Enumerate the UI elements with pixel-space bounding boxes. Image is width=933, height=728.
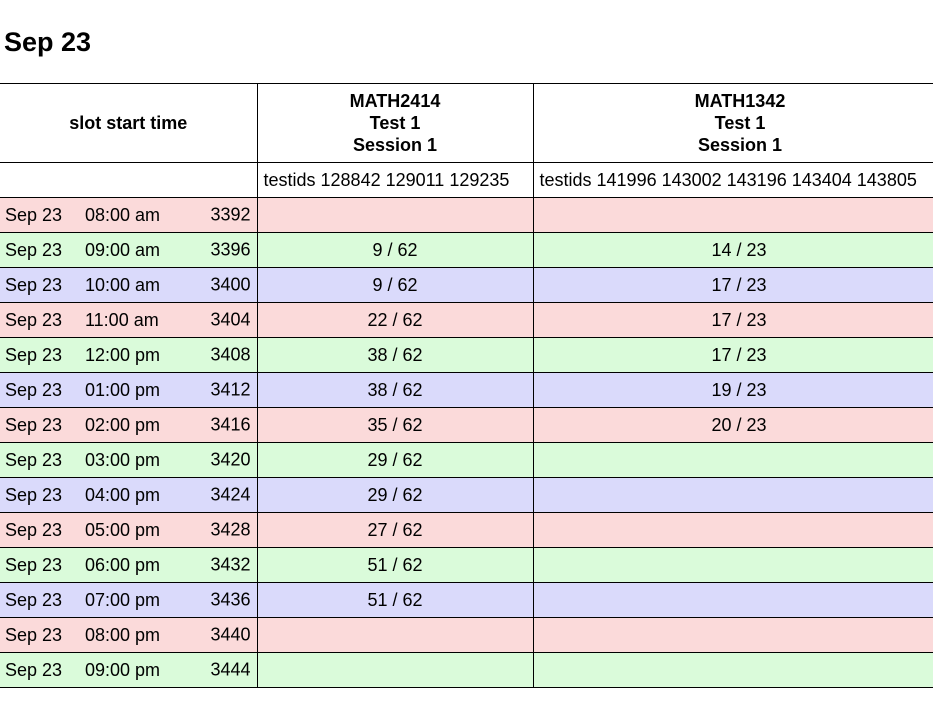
table-row — [0, 338, 933, 373]
slot-cell — [0, 548, 257, 583]
slot-cell — [0, 408, 257, 443]
testids-math1342: testids 141996 143002 143196 143404 143805 — [533, 163, 933, 198]
slot-cell — [0, 618, 257, 653]
count-cell-math1342 — [533, 443, 933, 478]
slot-time: 06:00 pm — [85, 554, 161, 575]
course-session: Session 1 — [697, 135, 783, 155]
slot-date: Sep 23 — [5, 309, 63, 330]
count-cell-math2414: 51 / 62 — [257, 548, 533, 583]
table-row — [0, 408, 933, 443]
slot-cell — [0, 373, 257, 408]
testids-row — [0, 163, 933, 198]
slot-cell — [0, 303, 257, 338]
slot-cell — [0, 443, 257, 478]
slot-time: 08:00 pm — [85, 624, 161, 645]
slot-time: 07:00 pm — [85, 589, 161, 610]
table-row — [0, 373, 933, 408]
count-cell-math1342: 17 / 23 — [533, 338, 933, 373]
table-row — [0, 548, 933, 583]
slot-id: 3436 — [210, 589, 251, 610]
count-cell-math2414: 35 / 62 — [257, 408, 533, 443]
slot-date: Sep 23 — [5, 204, 63, 225]
slot-time: 12:00 pm — [85, 344, 161, 365]
table-row — [0, 653, 933, 688]
count-cell-math1342 — [533, 583, 933, 618]
count-cell-math2414: 22 / 62 — [257, 303, 533, 338]
course-test: Test 1 — [714, 113, 766, 133]
slot-time: 10:00 am — [85, 274, 161, 295]
count-cell-math2414: 29 / 62 — [257, 478, 533, 513]
slot-id: 3428 — [210, 519, 251, 540]
course-code: MATH1342 — [694, 91, 786, 111]
slot-cell — [0, 583, 257, 618]
slot-cell — [0, 478, 257, 513]
slot-time: 11:00 am — [85, 309, 159, 330]
count-cell-math1342 — [533, 618, 933, 653]
table-row — [0, 513, 933, 548]
column-header-slot-start-time: slot start time — [0, 84, 257, 163]
course-test: Test 1 — [369, 113, 421, 133]
slot-cell — [0, 268, 257, 303]
slot-id: 3416 — [210, 414, 251, 435]
count-cell-math1342 — [533, 513, 933, 548]
count-cell-math2414: 9 / 62 — [257, 268, 533, 303]
count-cell-math1342 — [533, 548, 933, 583]
slot-id: 3432 — [210, 554, 251, 575]
testids-math2414: testids 128842 129011 129235 — [257, 163, 533, 198]
table-row — [0, 443, 933, 478]
slot-time: 09:00 pm — [85, 659, 161, 680]
slot-time: 09:00 am — [85, 239, 161, 260]
count-cell-math2414: 51 / 62 — [257, 583, 533, 618]
count-cell-math1342: 17 / 23 — [533, 268, 933, 303]
column-header-math2414 — [257, 84, 533, 163]
slot-cell — [0, 513, 257, 548]
count-cell-math1342: 19 / 23 — [533, 373, 933, 408]
count-cell-math1342 — [533, 198, 933, 233]
slot-id: 3408 — [210, 344, 251, 365]
slot-id: 3420 — [210, 449, 251, 470]
count-cell-math2414: 38 / 62 — [257, 338, 533, 373]
count-cell-math2414 — [257, 618, 533, 653]
slot-id: 3400 — [210, 274, 251, 295]
count-cell-math2414 — [257, 198, 533, 233]
count-cell-math1342: 14 / 23 — [533, 233, 933, 268]
slot-time: 01:00 pm — [85, 379, 161, 400]
slot-date: Sep 23 — [5, 519, 63, 540]
count-cell-math2414: 27 / 62 — [257, 513, 533, 548]
table-row — [0, 198, 933, 233]
slot-date: Sep 23 — [5, 624, 63, 645]
slot-id: 3412 — [210, 379, 251, 400]
table-row — [0, 618, 933, 653]
course-session: Session 1 — [352, 135, 438, 155]
course-code: MATH2414 — [349, 91, 441, 111]
slot-date: Sep 23 — [5, 239, 63, 260]
slot-id: 3404 — [210, 309, 251, 330]
slot-date: Sep 23 — [5, 379, 63, 400]
table-row — [0, 233, 933, 268]
slot-date: Sep 23 — [5, 659, 63, 680]
slot-cell — [0, 338, 257, 373]
table-row — [0, 268, 933, 303]
count-cell-math1342 — [533, 478, 933, 513]
slot-time: 04:00 pm — [85, 484, 161, 505]
slot-date: Sep 23 — [5, 554, 63, 575]
count-cell-math1342: 17 / 23 — [533, 303, 933, 338]
count-cell-math2414: 38 / 62 — [257, 373, 533, 408]
slot-time: 05:00 pm — [85, 519, 161, 540]
slot-id: 3424 — [210, 484, 251, 505]
count-cell-math2414: 9 / 62 — [257, 233, 533, 268]
slot-date: Sep 23 — [5, 589, 63, 610]
table-row — [0, 478, 933, 513]
slot-cell — [0, 653, 257, 688]
column-header-math1342 — [533, 84, 933, 163]
count-cell-math2414: 29 / 62 — [257, 443, 533, 478]
slot-id: 3444 — [210, 659, 251, 680]
slot-date: Sep 23 — [5, 484, 63, 505]
slot-id: 3396 — [210, 239, 251, 260]
slot-time: 08:00 am — [85, 204, 161, 225]
slot-date: Sep 23 — [5, 344, 63, 365]
table-header-row — [0, 84, 933, 163]
table-row — [0, 583, 933, 618]
count-cell-math1342: 20 / 23 — [533, 408, 933, 443]
testids-row-label — [0, 163, 257, 198]
slot-time: 02:00 pm — [85, 414, 161, 435]
slot-time: 03:00 pm — [85, 449, 161, 470]
slot-cell — [0, 233, 257, 268]
page-title: Sep 23 — [4, 27, 92, 57]
count-cell-math1342 — [533, 653, 933, 688]
slot-schedule-table — [0, 83, 933, 688]
slot-id: 3392 — [210, 204, 251, 225]
slot-date: Sep 23 — [5, 449, 63, 470]
slot-cell — [0, 198, 257, 233]
count-cell-math2414 — [257, 653, 533, 688]
table-row — [0, 303, 933, 338]
slot-date: Sep 23 — [5, 274, 63, 295]
slot-id: 3440 — [210, 624, 251, 645]
slot-date: Sep 23 — [5, 414, 63, 435]
